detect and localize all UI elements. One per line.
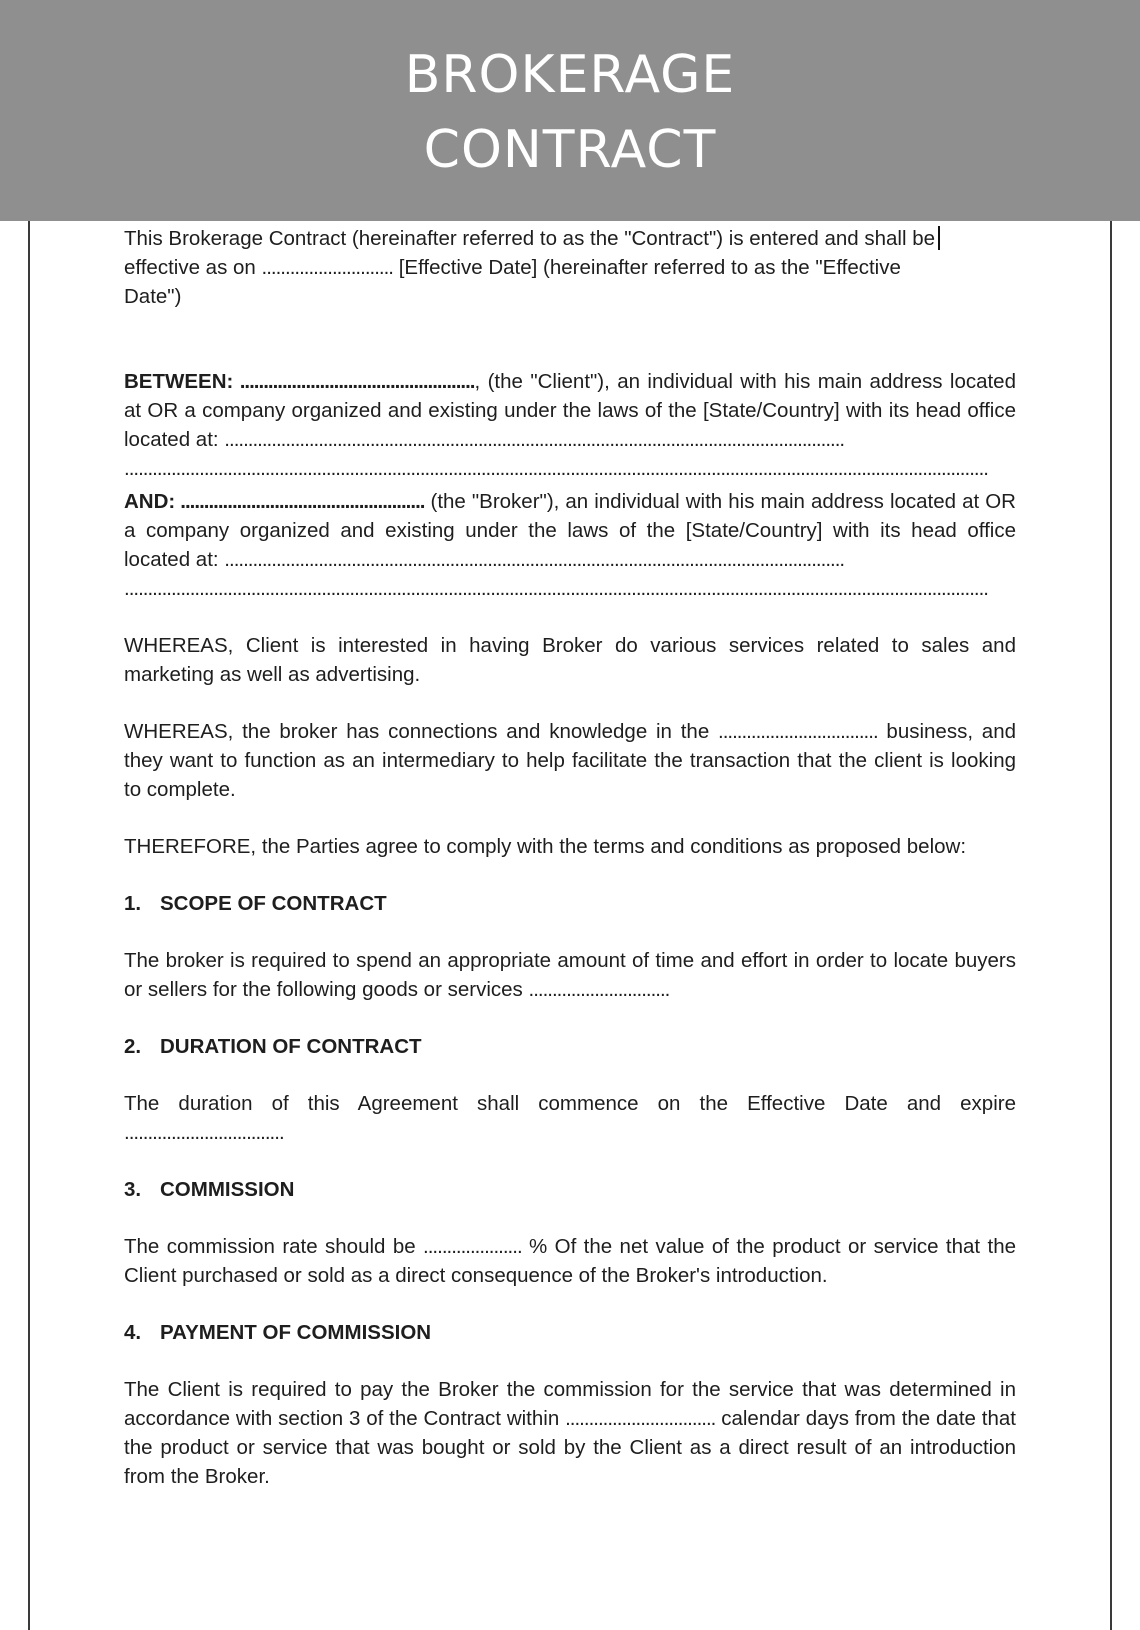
section-text: The commission rate should be — [124, 1235, 424, 1258]
title-banner — [0, 0, 1140, 221]
intro-line-2-pre: effective as on — [124, 256, 262, 279]
calendar-days-blank[interactable]: ................................ — [565, 1407, 716, 1430]
and-text: (the "Broker"), an individual with his main address located at OR a company organized and existing under the laws of the [State/Country] with its head office located at: — [124, 490, 1016, 571]
between-paragraph — [124, 367, 1016, 483]
whereas-2-pre: WHEREAS, the broker has connections and knowledge in the — [124, 720, 718, 743]
section-number: 1. — [124, 892, 142, 915]
intro-line-1: This Brokerage Contract (hereinafter referred to as the "Contract") is entered and shall be — [124, 227, 936, 250]
banner-title-line-2: CONTRACT — [423, 120, 717, 180]
intro-line-2-post: [Effective Date] (hereinafter referred to as the "Effective — [393, 256, 901, 279]
goods-services-blank[interactable]: .............................. — [528, 978, 670, 1001]
whereas-paragraph-1: WHEREAS, Client is interested in having Broker do various services related to sales and marketing as well as advertising. — [124, 634, 1016, 686]
broker-address-blank-line[interactable]: ........................................................................................................................................................................................ — [124, 577, 988, 600]
therefore-paragraph: THEREFORE, the Parties agree to comply with the terms and conditions as proposed below: — [124, 835, 967, 858]
between-text: , (the "Client"), an individual with his main address located at OR a company organized and existing under the laws of the [State/Country] with its head office located at: — [124, 370, 1016, 451]
intro-paragraph — [124, 224, 1016, 311]
commission-rate-blank[interactable]: ..................... — [423, 1235, 522, 1258]
between-label: BETWEEN: — [124, 370, 234, 393]
section-heading-commission — [124, 1175, 1016, 1204]
whereas-paragraph-2 — [124, 717, 1016, 804]
section-body-payment — [124, 1375, 1016, 1491]
text-cursor — [938, 226, 940, 250]
section-number: 4. — [124, 1321, 142, 1344]
and-paragraph — [124, 487, 1016, 603]
section-text: The duration of this Agreement shall commence on the Effective Date and expire — [124, 1092, 1016, 1115]
section-body-duration — [124, 1089, 1016, 1147]
contract-body — [124, 224, 1016, 1491]
section-title: SCOPE OF CONTRACT — [160, 892, 387, 915]
section-number: 2. — [124, 1035, 142, 1058]
section-heading-scope — [124, 889, 1016, 918]
client-name-blank[interactable]: .................................................. — [233, 370, 475, 393]
intro-line-3: Date") — [124, 285, 182, 308]
section-title: PAYMENT OF COMMISSION — [160, 1321, 432, 1344]
broker-address-blank[interactable]: .................................................................................................................................... — [224, 548, 845, 571]
section-text-post: calendar days from the date that the product or service that was bought or sold by the Client as a direct result of an introduction from the Broker. — [124, 1407, 1016, 1488]
expiry-date-blank[interactable]: .................................. — [124, 1121, 284, 1144]
effective-date-blank[interactable]: ............................ — [261, 256, 393, 279]
section-text: The broker is required to spend an appropriate amount of time and effort in order to locate buyers or sellers for the following goods or services — [124, 949, 1016, 1001]
section-heading-duration — [124, 1032, 1016, 1061]
section-text-post: % Of the net value of the product or service that the Client purchased or sold as a direct consequence of the Broker's introduction. — [124, 1235, 1016, 1287]
broker-name-blank[interactable]: .................................................... — [175, 490, 425, 513]
section-heading-payment — [124, 1318, 1016, 1347]
client-address-blank[interactable]: .................................................................................................................................... — [224, 428, 845, 451]
section-body-scope — [124, 946, 1016, 1004]
and-label: AND: — [124, 490, 176, 513]
business-blank[interactable]: .................................. — [718, 720, 878, 743]
section-number: 3. — [124, 1178, 142, 1201]
section-title: DURATION OF CONTRACT — [160, 1035, 422, 1058]
section-text: The Client is required to pay the Broker the commission for the service that was determined in accordance with section 3 of the Contract within — [124, 1378, 1016, 1430]
section-title: COMMISSION — [160, 1178, 295, 1201]
client-address-blank-line[interactable]: ........................................................................................................................................................................................ — [124, 457, 988, 480]
whereas-2-post: business, and they want to function as an intermediary to help facilitate the transaction that the client is looking to complete. — [124, 720, 1017, 801]
section-body-commission — [124, 1232, 1016, 1290]
banner-title-line-1: BROKERAGE — [404, 45, 736, 105]
